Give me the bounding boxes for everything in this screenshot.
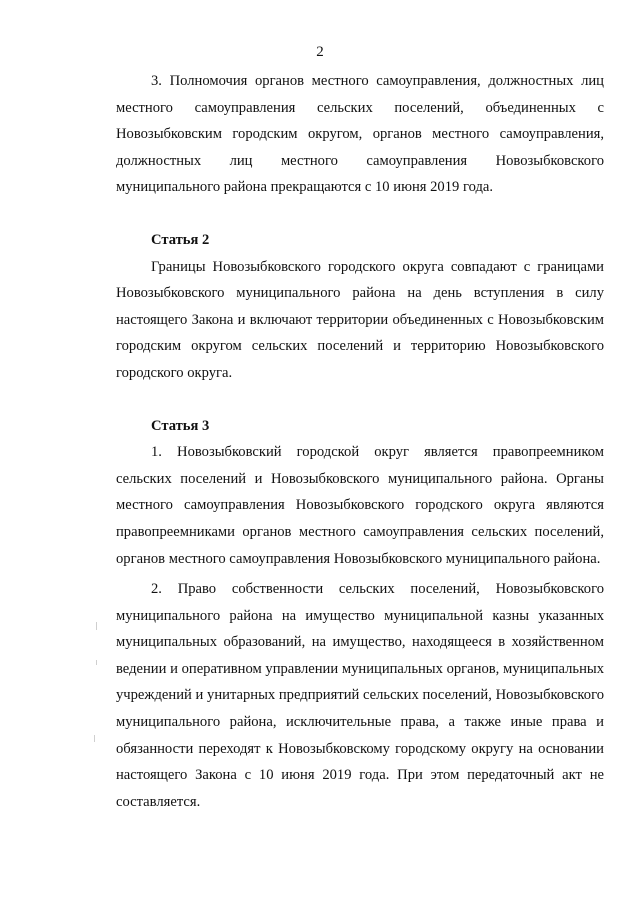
article-2-text: Границы Новозыбковского городского округа совпадают с границами Новозыбковского муниципального района на день вступления в силу настоящего Закона и включают территории объединенных с Новозыбковским городским округом сельских поселений и территорию Новозыбковского городского округа.	[116, 258, 604, 381]
article-3-heading: Статья 3	[151, 417, 210, 434]
article-3-point-2: 2. Право собственности сельских поселений, Новозыбковского муниципального района на имущество муниципальной казны указанных муниципальных образований, на имущество, находящееся в хозяйственном ведении и оперативном управлении муниципальных органов, муниципальных учреждений и унитарных предприятий сельских поселений, Новозыбковского муниципального района, исключительные права, а также иные права и обязанности переходят к Новозыбковскому городскому округу на основании настоящего Закона с 10 июня 2019 года. При этом передаточный акт не составляется.	[116, 581, 604, 810]
scan-margin-mark	[94, 735, 95, 742]
section-gap	[116, 201, 604, 227]
document-body	[116, 68, 604, 815]
paragraph-3: 3. Полномочия органов местного самоуправления, должностных лиц местного самоуправления сельских поселений, объединенных с Новозыбковским городским округом, органов местного самоуправления, должностных лиц местного самоуправления Новозыбковского муниципального района прекращаются с 10 июня 2019 года.	[116, 73, 604, 196]
scan-margin-mark	[96, 660, 97, 665]
scan-margin-mark	[96, 622, 97, 630]
page-number: 2	[316, 44, 324, 60]
article-2-heading: Статья 2	[151, 231, 210, 248]
article-3-point-1: 1. Новозыбковский городской округ является правопреемником сельских поселений и Новозыбковского муниципального района. Органы местного самоуправления Новозыбковского городского округа являются правопреемниками органов местного самоуправления сельских поселений, органов местного самоуправления Новозыбковского муниципального района.	[116, 444, 604, 567]
section-gap	[116, 387, 604, 413]
